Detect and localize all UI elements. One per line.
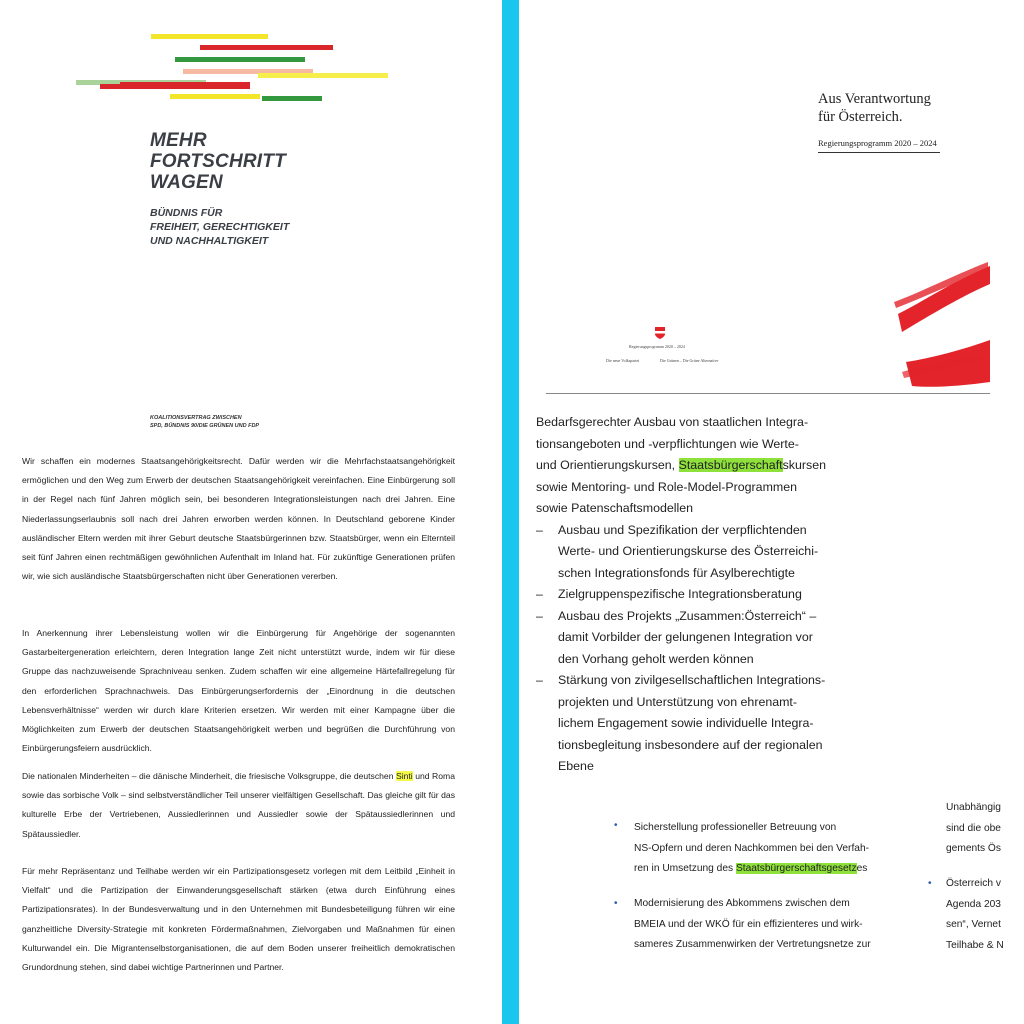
integration-measures [536,412,856,778]
mini-party-1: Die neue Volkspartei [606,358,640,363]
headline [150,130,286,193]
coalition-label [150,414,259,430]
column-2-bullet [946,874,1024,956]
item-line: tionsbegleitung insbesondere auf der regionalen [558,737,823,752]
column-line: Teilhabe & N [946,939,1004,951]
logo-stripe [151,34,268,39]
paragraph-2: In Anerkennung ihrer Lebensleistung wollen wir die Einbürgerung für Angehörige der sogenannten Gastarbeitergeneration erleichtern, deren Integration lange Zeit nicht unterstützt wurde, indem wir für diese Gruppe das nachzuweisende Sprachniveau senken. Zudem schaffen wir eine allgemeine Härtefallregelung für den erforderlichen Sprachnachweis. Das Einbürgerungserfordernis der „Einordnung in die deutschen Lebensverhältnisse“ werden wir durch klare Kriterien ersetzen. Wir werden mit einer Kampagne über die Möglichkeiten zum Erwerb der deutschen Staatsangehörigkeit werben und begrüßen die Durchführung von Einbürgerungsfeiern ausdrücklich. [22,628,455,754]
intro-line: tionsangeboten und -verpflichtungen wie Werte- [536,436,799,451]
column-line: gements Ös [946,843,1001,854]
text-span: es [856,863,868,874]
logo-stripe [262,96,322,101]
logo-stripe [170,94,260,99]
dash-marker: – [536,673,543,687]
paragraph-3 [22,767,455,844]
item-line: Ebene [558,759,594,773]
headline-line: FORTSCHRITT [150,151,286,172]
intro-line: Bedarfsgerechter Ausbau von staatlichen Integra- [536,415,809,429]
bullet-line: BMEIA und der WKÖ für ein effizienteres und wirk- [634,918,863,930]
flag-brush-graphic [892,262,992,394]
column-line: Agenda 203 [946,898,1001,910]
austria-emblem-icon [654,326,666,340]
coalition-line: KOALITIONSVERTRAG ZWISCHEN [150,415,242,421]
title-line: für Österreich. [818,109,903,125]
text-span: skursen [782,458,826,472]
bullet-line: NS-Opfern und deren Nachkommen bei den Verfah- [634,842,870,854]
item-line: Ausbau und Spezifikation der verpflichtenden [558,522,807,537]
headline-line: MEHR [150,130,207,151]
right-title [818,90,931,126]
subtitle [150,206,289,248]
paragraph-1: Wir schaffen ein modernes Staatsangehörigkeitsrecht. Dafür werden wir die Mehrfachstaatsangehörigkeit ermöglichen und den Weg zum Erwerb der deutschen Staatsangehörigkeit vereinfachen. Eine Einbürgerung soll in der Regel nach fünf Jahren möglich sein, bei besonderen Integrationsleistungen nach drei Jahren. Eine Niederlassungserlaubnis soll nach drei Jahren erworben werden können. In Deutschland geborene Kinder ausländischer Eltern werden mit ihrer Geburt deutsche Staatsbürgerinnen bzw. Staatsbürger, wenn ein Elternteil seit fünf Jahren einen rechtmäßigen gewöhnlichen Aufenthalt im Inland hat. Für zukünftige Generationen prüfen wir, wie sich ausländische Staatsbürgerschaften nicht über Generationen vererben. [22,456,455,582]
item-line: den Vorhang geholt werden können [558,651,754,666]
dash-marker: – [536,587,543,601]
item-line: Ausbau des Projekts „Zusammen:Österreich“ – [558,608,817,623]
title-line: Aus Verantwortung [818,91,931,107]
bullet-item-2 [634,894,934,956]
text-span: ren in Umsetzung des [634,863,736,874]
list-item [536,584,856,606]
text-span: und Orientierungskursen, [536,458,679,472]
column-line: Österreich v [946,878,1001,889]
bullet-marker: • [928,878,932,889]
right-subtitle: Regierungsprogramm 2020 – 2024 [818,138,937,148]
text-span: Die nationalen Minderheiten – die dänische Minderheit, die friesische Volksgruppe, die deutschen [22,771,396,781]
subtitle-line: UND NACHHALTIGKEIT [150,235,269,247]
subtitle-line: FREIHEIT, GERECHTIGKEIT [150,221,290,233]
logo-stripe [175,57,305,62]
logo-stripe [100,84,250,89]
bullet-line: sameres Zusammenwirken der Vertretungsnetze zur [634,939,871,950]
item-line: Zielgruppenspezifische Integrationsberatung [558,587,802,601]
bullet-marker: • [614,820,618,831]
item-line: damit Vorbilder der gelungenen Integration vor [558,630,813,644]
item-line: projekten und Unterstützung von ehrenamt- [558,694,798,709]
horizontal-rule [546,393,990,394]
bullet-line: Sicherstellung professioneller Betreuung von [634,822,837,833]
highlight-staatsbuergerschaft: Staatsbürgerschaft [678,458,783,472]
subtitle-line: BÜNDNIS FÜR [150,207,223,219]
bullet-line: Modernisierung des Abkommens zwischen dem [634,898,850,909]
logo-stripe [200,45,333,50]
item-line: lichem Engagement sowie individuelle Integra- [558,716,814,730]
bullet-marker: • [614,898,618,909]
column-2-text [946,798,1024,860]
list-item [536,606,856,671]
paragraph-4: Für mehr Repräsentanz und Teilhabe werden wir ein Partizipationsgesetz vorlegen mit dem Leitbild „Einheit in Vielfalt“ und die Partizipation der Einwanderungsgesellschaft stärken (etwa durch Einführung eines Partizipationsrates). In der Bundesverwaltung und in den Unternehmen mit Bundesbeteiligung führen wir eine ganzheitliche Diversity-Strategie mit konkreten Fördermaßnahmen, Zielvorgaben und Maßnahmen für einen Kulturwandel ein. Die Migrantenselbstorganisationen, die auf dem Boden unserer freiheitlich demokratischen Grundordnung stehen, sind dabei wichtige Partnerinnen und Partner. [22,866,455,973]
bullet-line [634,859,934,880]
text-span: und Roma sowie das sorbische Volk – sind selbstverständlicher Teil unserer vielfältigen Gesellschaft. Das gleiche gilt für das kulturelle Erbe der Vertriebenen, Aussiedlerinnen und Aussiedler sowie der Spätaussiedlerinnen und Spätaussiedler. [22,771,455,839]
column-line: Unabhängig [946,802,1001,813]
highlight-staatsbuergerschaftsgesetz: Staatsbürgerschaftsgesetz [735,863,857,874]
highlight-sinti: Sinti [396,771,413,781]
mini-party-2: Die Grünen – Die Grüne Alternative [660,358,719,363]
item-line: schen Integrationsfonds für Asylberechtigte [558,565,795,580]
headline-line: WAGEN [150,172,223,193]
title-underline [818,152,940,153]
dash-marker: – [536,522,543,537]
logo-stripe [258,73,388,78]
intro-line [536,455,856,477]
dash-marker: – [536,608,543,623]
item-line: Stärkung von zivilgesellschaftlichen Integrations- [558,673,826,687]
intro-line: sowie Mentoring- und Role-Model-Programmen [536,479,798,494]
list-item [536,520,856,585]
divider-bar [502,0,519,1024]
mini-title: Regierungsprogramm 2020 – 2024 [629,344,685,349]
list-item [536,670,856,778]
coalition-line: SPD, BÜNDNIS 90/DIE GRÜNEN UND FDP [150,423,260,429]
item-line: Werte- und Orientierungskurse des Österreichi- [558,544,819,558]
column-line: sen“, Vernet [946,919,1001,930]
left-document-page [0,0,502,1024]
intro-line: sowie Patenschaftsmodellen [536,501,694,515]
bullet-item-1 [634,818,934,880]
column-line: sind die obe [946,822,1001,834]
